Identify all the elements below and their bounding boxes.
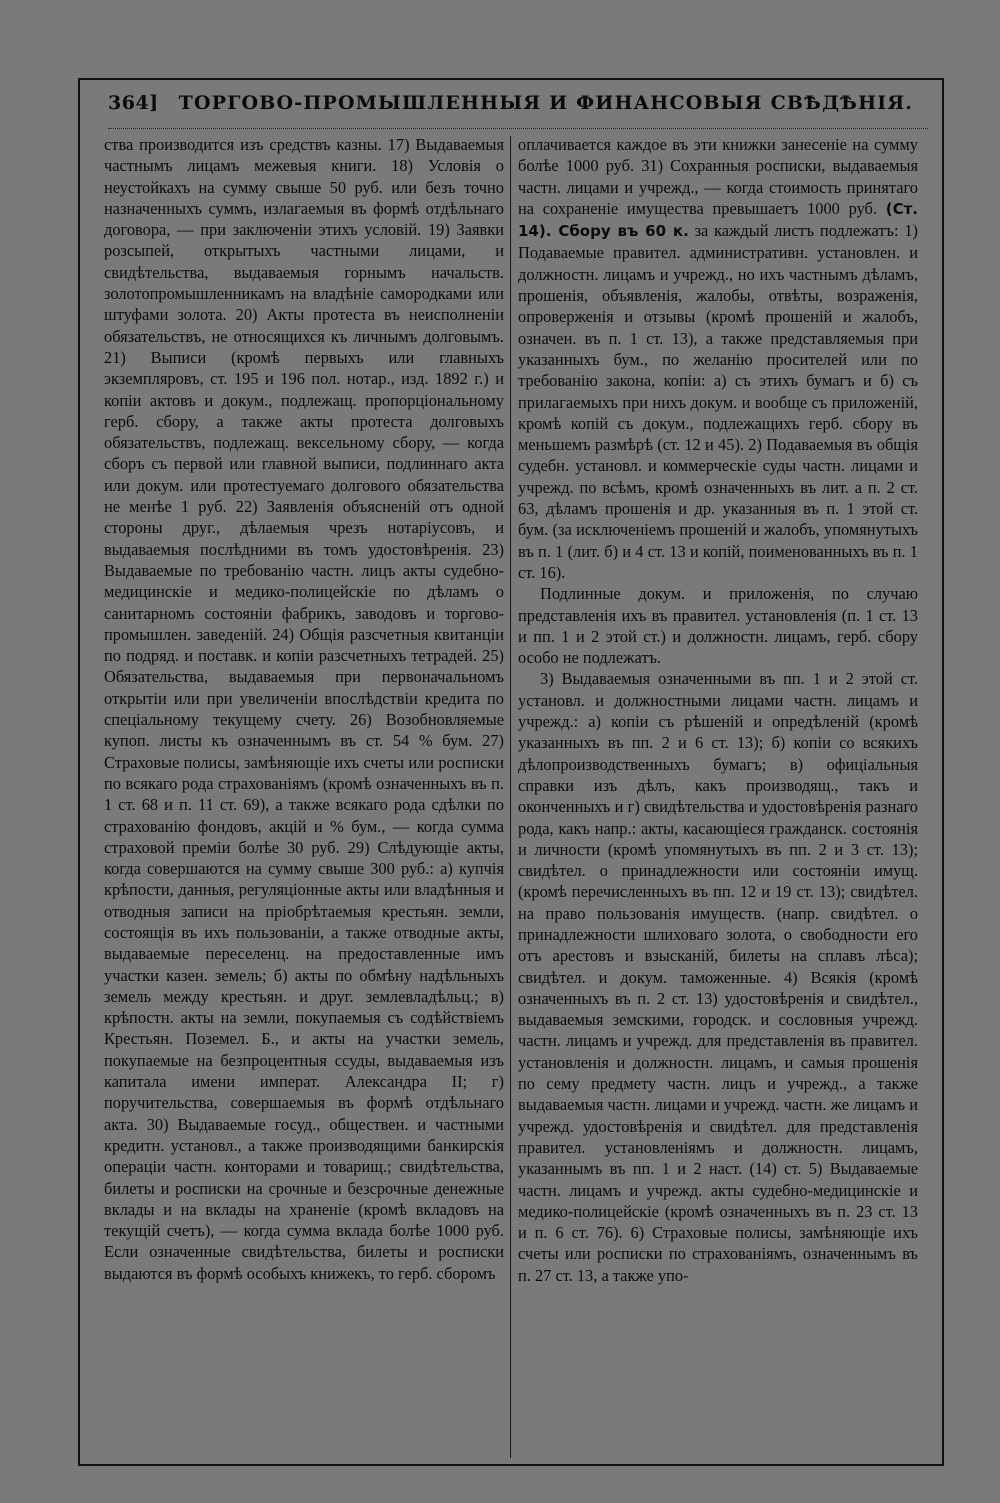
left-column — [104, 134, 504, 1284]
right-paragraph — [518, 668, 918, 1286]
text-segment: Подлинные докум. и приложенія, по случаю представленія ихъ въ правител. установленія (п. 1 ст. 13 и пп. 1 и 2 этой ст.) и должностн. лицамъ, герб. сбору особо не подлежатъ. — [518, 584, 918, 668]
right-paragraph — [518, 583, 918, 668]
running-head: ТОРГОВО-ПРОМЫШЛЕННЫЯ И ФИНАНСОВЫЯ СВѢДѢНІЯ. — [178, 92, 914, 114]
column-divider — [510, 136, 511, 1458]
text-segment: 3) Выдаваемыя означенными въ пп. 1 и 2 этой ст. установл. и должностными лицами частн. лицамъ и учрежд.: а) копіи съ рѣшеній и опредѣленій (кромѣ указанныхъ въ пп. 2 и 6 ст. 13); б) копіи со всякихъ дѣлопроизводственныхъ бумагъ; в) офиціальныя справки изъ дѣлъ, какъ производящ., такъ и оконченныхъ и г) свидѣтельства и удостовѣренія разнаго рода, какъ напр.: акты, касающіеся гражданск. состоянія и личности (кромѣ упомянутыхъ въ пп. 2 и 3 ст. 13); свидѣтел. о принадлежности или состояніи имущ. (кромѣ перечисленныхъ въ пп. 12 и 19 ст. 13); свидѣтел. на право пользованія имуществ. (напр. свидѣтел. о принадлежности шлиховаго золота, о свободности его отъ арестовъ и взысканій, билеты на сплавъ лѣса); свидѣтел. и докум. таможенные. 4) Всякія (кромѣ означенныхъ въ п. 2 ст. 13) удостовѣренія и свидѣтел., выдаваемыя земскими, городск. и сословныя учрежд. частн. лицамъ и учрежд. для представленія въ правител. установленія и должностн. лицамъ, и самыя прошенія по сему предмету частн. лицъ и учрежд., а также выдаваемыя частн. лицами и учрежд. частн. же лицамъ и учрежд. удостовѣренія и свидѣтел. для представленія правител. установленіямъ и должностн. лицамъ, указаннымъ въ пп. 1 и 2 наст. (14) ст. 5) Выдаваемые частн. лицамъ и учрежд. акты судебно-медицинскіе и медико-полицейскіе (кромѣ означенныхъ въ п. 23 ст. 13 и п. 6 ст. 76). 6) Страховые полисы, замѣняющіе ихъ счеты или росписки по страхованіямъ, означеннымъ въ п. 27 ст. 13, а также упо- — [518, 669, 918, 1285]
right-paragraph — [518, 134, 918, 583]
right-column — [518, 134, 918, 1286]
page-number: 364] — [108, 92, 159, 114]
header-rule — [108, 128, 928, 129]
text-segment: за каждый листъ подлежатъ: 1) Подаваемые правител. административн. установлен. и должностн. лицамъ и учрежд., но ихъ частнымъ дѣламъ, прошенія, объявленія, жалобы, отвѣты, возраженія, опроверженія и отзывы (кромѣ прошеній и жалобъ, означен. въ п. 1 ст. 13), а также представляемыя при указанныхъ бум., по желанію просителей или по требованію закона, копіи: а) съ этихъ бумагъ и б) съ прилагаемыхъ при нихъ докум. и вообще съ приложеній, кромѣ копій съ докум., подлежащихъ герб. сбору въ меньшемъ размѣрѣ (ст. 12 и 45). 2) Подаваемыя въ общія судебн. установл. и коммерческіе суды частн. лицами и учрежд. по всѣмъ, кромѣ означенныхъ въ лит. а п. 2 ст. 63, дѣламъ прошенія и др. указанныя въ п. 1 этой ст. бум. (за исключеніемъ прошеній и жалобъ, упомянутыхъ въ п. 1 (лит. б) и 4 ст. 13 и копій, поименованныхъ въ п. 1 ст. 16). — [518, 221, 918, 582]
left-paragraph: ства производится изъ средствъ казны. 17) Выдаваемыя частнымъ лицамъ межевыя книги. 18) Условія о неустойкахъ на сумму свыше 50 руб. или безъ точно назначенныхъ суммъ, излагаемыя въ формѣ отдѣльнаго договора, — при заключеніи этихъ условій. 19) Заявки розсыпей, открытыхъ частными лицами, и свидѣтельства, выдаваемыя горнымъ начальств. золотопромышленникамъ на владѣніе самородками или штуфами золота. 20) Акты протеста въ неисполненіи обязательствъ, не относящихся къ личнымъ долговымъ. 21) Выписи (кромѣ первыхъ или главныхъ экземпляровъ, ст. 195 и 196 пол. нотар., изд. 1892 г.) и копіи актовъ и докум., подлежащ. пропорціональному герб. сбору, а также акты протеста долговыхъ обязательствъ, подлежащ. вексельному сбору, — когда сборъ съ первой или главной выписи, подлиннаго акта или докум. или протестуемаго долгового обязательства не менѣе 1 руб. 22) Заявленія объясненій отъ одной стороны друг., дѣлаемыя чрезъ нотаріусовъ, и выдаваемыя послѣдними въ томъ удостовѣренія. 23) Выдаваемые по требованію частн. лицъ акты судебно-медицинскіе и медико-полицейскіе по дѣламъ о санитарномъ состояніи фабрикъ, заводовъ и торгово-промышлен. заведеній. 24) Общія разсчетныя квитанціи по подряд. и поставк. и копіи разсчетныхъ тетрадей. 25) Обязательства, выдаваемыя при первоначальномъ открытіи или при увеличеніи впослѣдствіи кредита по спеціальному текущему счету. 26) Возобновляемые купоп. листы къ означеннымъ въ ст. 54 % бум. 27) Страховые полисы, замѣняющіе ихъ счеты или росписки по всякаго рода страхованіямъ (кромѣ означенныхъ въ п. 1 ст. 68 и п. 11 ст. 69), а также всякаго рода сдѣлки по страхованію фондовъ, акцій и % бум., — когда сумма страховой преміи болѣе 30 руб. 29) Слѣдующіе акты, когда совершаются на сумму свыше 300 руб.: а) купчія крѣпости, данныя, регуляціонные акты или владѣнныя и отводныя записи на пріобрѣтаемыя крестьян. земли, состоящія въ ихъ пользованіи, а также отводные акты, выдаваемые переселенц. на предоставленные имъ участки казен. земель; б) акты по обмѣну надѣльныхъ земель между крестьян. и друг. землевладѣльц.; в) крѣпостн. акты на земли, покупаемыя съ содѣйствіемъ Крестьян. Поземел. Б., и акты на участки земель, покупаемые на безпроцентныя ссуды, выдаваемыя изъ капитала имени императ. Александра II; г) поручительства, совершаемыя въ формѣ отдѣльнаго акта. 30) Выдаваемые госуд., обществен. и частными кредитн. установл., а также производящими банкирскія операціи частн. конторами и товарищ.; свидѣтельства, билеты и росписки на срочные и безсрочные денежные вклады и на вклады на храненіе (кромѣ вкладовъ на текущій счетъ), — когда сумма вклада болѣе 1000 руб. Если означенные свидѣтельства, билеты и росписки выдаются въ формѣ особыхъ книжекъ, то герб. сборомъ — [104, 135, 504, 1283]
article-heading: (Ст. 14). Сбору въ 60 к. — [518, 199, 918, 241]
text-segment: оплачивается каждое въ эти книжки занесеніе на сумму болѣе 1000 руб. 31) Сохранныя росписки, выдаваемыя частн. лицами и учрежд., — когда стоимость принятаго на сохраненіе имущества превышаетъ 1000 руб. — [518, 135, 918, 218]
page-header — [108, 92, 928, 126]
